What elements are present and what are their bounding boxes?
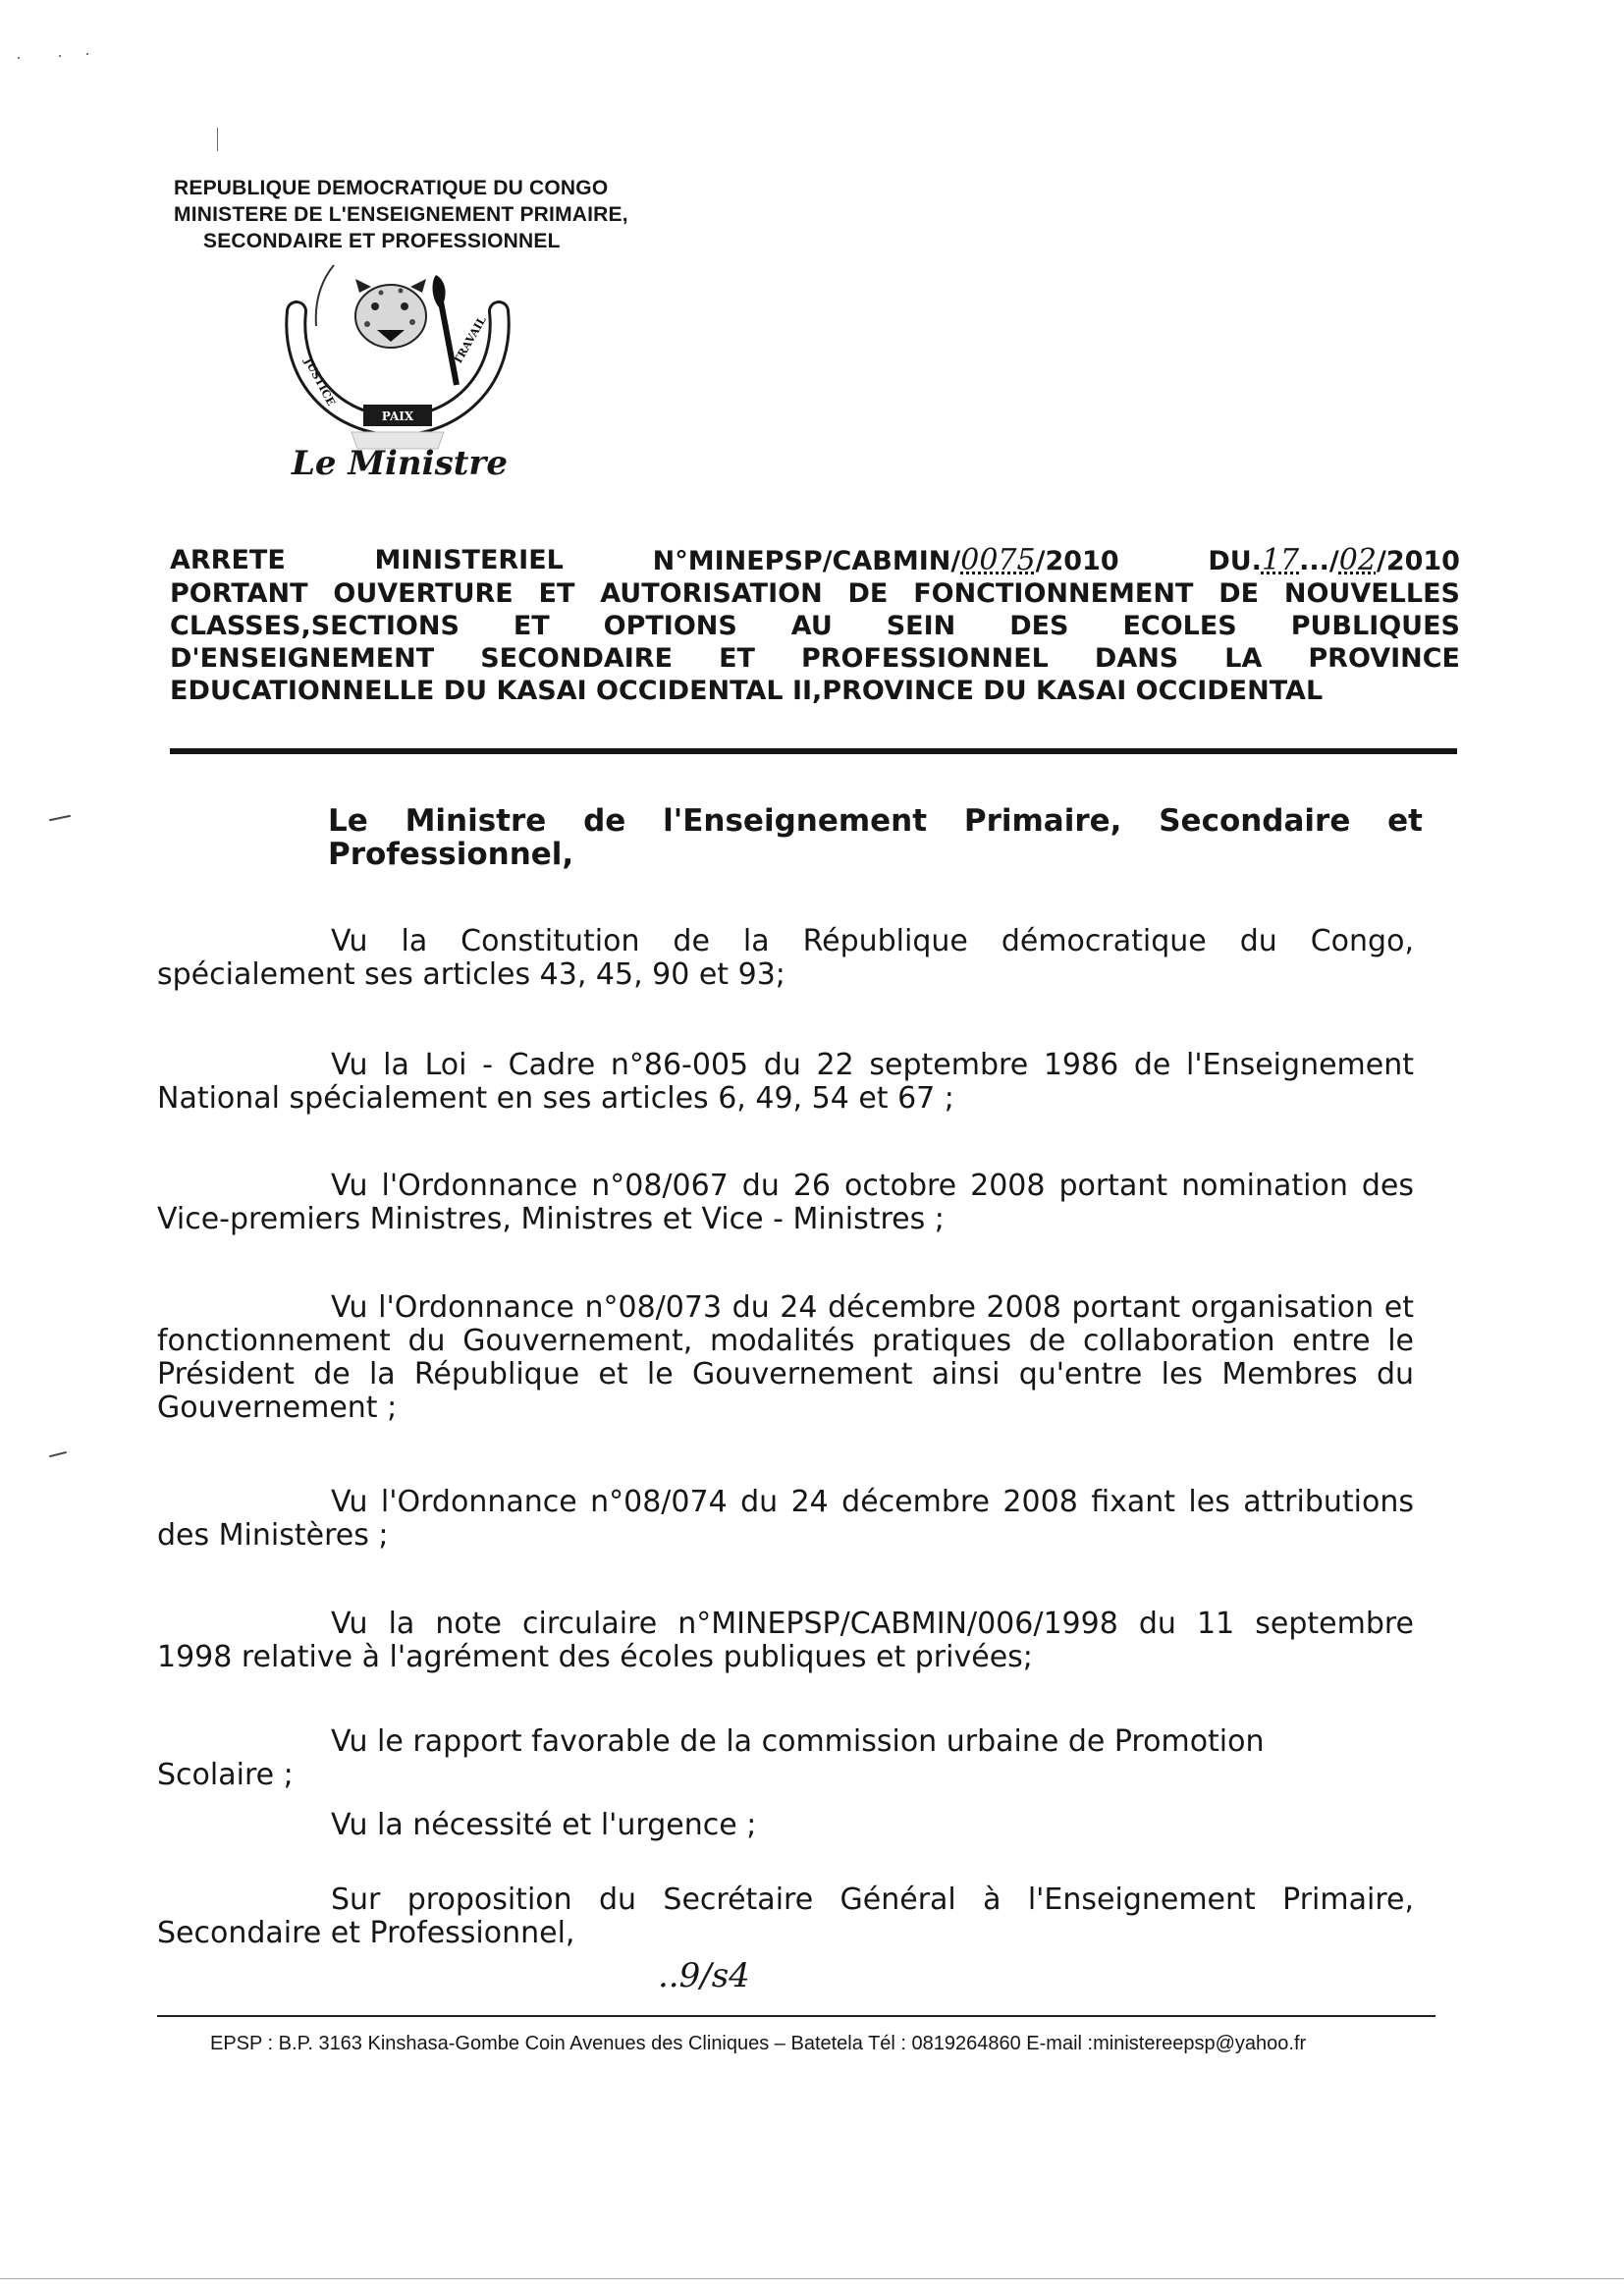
preamble-paragraph: Vu la note circulaire n°MINEPSP/CABMIN/006/1998 du 11 septembre 1998 relative à l'agrément des écoles publiques et privées; (157, 1607, 1414, 1674)
footer-contact-info: EPSP : B.P. 3163 Kinshasa-Gombe Coin Avenues des Cliniques – Batetela Tél : 0819264860 E-mail :ministereepsp@yahoo.fr (210, 2033, 1307, 2054)
decree-date-separator: .../ (1299, 546, 1339, 576)
decree-date-month-handwritten: 02 (1338, 543, 1377, 577)
preamble-paragraph: Vu la nécessité et l'urgence ; (331, 1808, 757, 1842)
preamble-paragraph: Vu l'Ordonnance n°08/073 du 24 décembre 2008 portant organisation et fonctionnement du Gouvernement, modalités pratiques de collaboration entre le Président de la République et le Gouvernement ainsi qu'entre les Membres du Gouvernement ; (157, 1290, 1414, 1425)
preamble-paragraph: Sur proposition du Secrétaire Général à l'Enseignement Primaire, Secondaire et Professionnel, (157, 1883, 1414, 1950)
preamble-paragraph: Vu l'Ordonnance n°08/074 du 24 décembre 2008 fixant les attributions des Ministères ; (157, 1485, 1414, 1553)
preamble-paragraph: Vu la Loi - Cadre n°86-005 du 22 septembre 1986 de l'Enseignement National spécialement en ses articles 6, 49, 54 et 67 ; (157, 1048, 1414, 1116)
punch-hole-mark (49, 1451, 67, 1457)
emblem-ribbon-right: TRAVAIL (451, 314, 489, 367)
decree-label: ARRETE (170, 545, 286, 575)
footer-divider (157, 2015, 1435, 2017)
title-underline (170, 748, 1457, 754)
minister-heading: Le Ministre (292, 444, 508, 483)
ministry-name-line2: SECONDAIRE ET PROFESSIONNEL (203, 230, 561, 252)
page-edge-line (0, 2278, 1624, 2279)
decree-label-ministeriel: MINISTERIEL (374, 545, 564, 575)
decree-number (653, 544, 1119, 576)
decree-date (1208, 544, 1460, 576)
scan-speck (59, 55, 61, 57)
issuing-authority: Le Ministre de l'Enseignement Primaire, Secondaire et Professionnel, (328, 803, 1423, 872)
preamble-paragraph: Vu l'Ordonnance n°08/067 du 26 octobre 2008 portant nomination des Vice-premiers Ministres, Ministres et Vice - Ministres ; (157, 1169, 1414, 1236)
decree-date-day-handwritten: 17 (1261, 543, 1300, 577)
punch-hole-mark (49, 815, 71, 822)
decree-reference-line (170, 544, 1460, 576)
decree-date-year: /2010 (1376, 546, 1460, 576)
emblem-ribbon-left: JUSTICE (301, 355, 338, 409)
scan-mark (217, 128, 218, 151)
preamble-paragraph: Vu le rapport favorable de la commission urbaine de Promotion (331, 1724, 1265, 1759)
decree-number-handwritten: 0075 (960, 543, 1036, 577)
emblem-ribbon-bottom: PAIX (381, 409, 414, 423)
decree-title (170, 577, 1460, 707)
decree-number-year: /2010 (1035, 546, 1119, 576)
decree-title-line: PORTANT OUVERTURE ET AUTORISATION DE FONCTIONNEMENT DE NOUVELLES (170, 578, 1460, 609)
republic-name: REPUBLIQUE DEMOCRATIQUE DU CONGO (174, 177, 609, 199)
decree-title-line: CLASSES,SECTIONS ET OPTIONS AU SEIN DES ECOLES PUBLIQUES (170, 611, 1460, 641)
decree-title-line: D'ENSEIGNEMENT SECONDAIRE ET PROFESSIONNEL DANS LA PROVINCE (170, 643, 1460, 674)
scan-speck (18, 57, 20, 59)
decree-number-prefix: N°MINEPSP/CABMIN/ (652, 546, 961, 576)
handwritten-initials: ..9/s4 (658, 1956, 750, 1995)
decree-date-prefix: DU. (1208, 546, 1262, 576)
preamble-paragraph-continuation: Scolaire ; (157, 1758, 294, 1792)
ministry-name-line1: MINISTERE DE L'ENSEIGNEMENT PRIMAIRE, (174, 203, 628, 226)
decree-title-line: EDUCATIONNELLE DU KASAI OCCIDENTAL II,PROVINCE DU KASAI OCCIDENTAL (170, 676, 1324, 706)
coat-of-arms-emblem (265, 257, 530, 464)
preamble-paragraph: Vu la Constitution de la République démocratique du Congo, spécialement ses articles 43, 45, 90 et 93; (157, 924, 1414, 992)
scan-speck (86, 53, 88, 55)
